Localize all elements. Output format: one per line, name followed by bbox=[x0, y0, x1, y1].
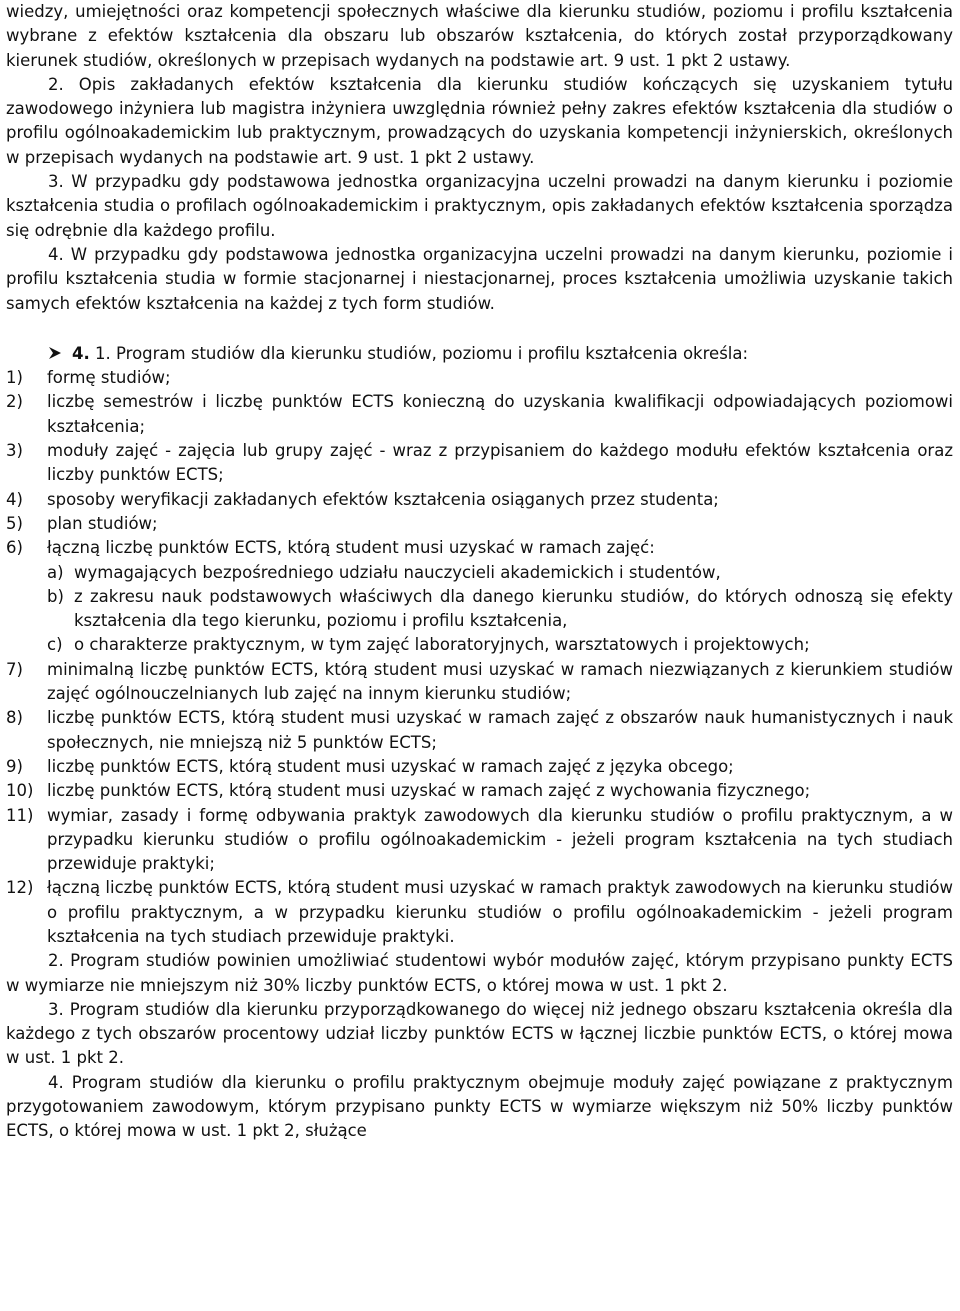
list-item-number: 10) bbox=[6, 781, 34, 801]
program-items-list bbox=[6, 366, 953, 949]
section-heading bbox=[6, 342, 953, 366]
sub-list-item-text: o charakterze praktycznym, w tym zajęć laboratoryjnych, warsztatowych i projektowych; bbox=[74, 635, 810, 655]
list-item-text: wymiar, zasady i formę odbywania praktyk zawodowych dla kierunku studiów o profilu praktycznym, a w przypadku kierunku studiów o profilu ogólnoakademickim - jeżeli program kształcenia na tych studiach przewiduje praktyki; bbox=[47, 805, 953, 874]
list-item-text: łączną liczbę punktów ECTS, którą student musi uzyskać w ramach zajęć: bbox=[47, 538, 655, 558]
list-item-text: plan studiów; bbox=[47, 513, 158, 533]
list-item-number: 1) bbox=[6, 368, 23, 388]
list-item-number: 9) bbox=[6, 756, 23, 776]
sub-list-item bbox=[47, 585, 953, 634]
list-item bbox=[6, 658, 953, 707]
section-intro: 1. Program studiów dla kierunku studiów, poziomu i profilu kształcenia określa: bbox=[95, 343, 749, 363]
list-item-number: 2) bbox=[6, 392, 23, 412]
sub-list-item-text: z zakresu nauk podstawowych właściwych dla danego kierunku studiów, do których odnoszą się efekty kształcenia dla tego kierunku, poziomu i profilu kształcenia, bbox=[74, 586, 953, 631]
list-item-number: 12) bbox=[6, 878, 34, 898]
paragraph-4: 4. W przypadku gdy podstawowa jednostka organizacyjna uczelni prowadzi na danym kierunku, poziomie i profilu kształcenia studia w formie stacjonarnej i niestacjonarnej, proces kształcenia umożliwia uzyskanie takich samych efektów kształcenia na każdej z tych form studiów. bbox=[6, 244, 953, 313]
list-item-text: liczbę punktów ECTS, którą student musi uzyskać w ramach zajęć z obszarów nauk humanistycznych i nauk społecznych, nie mniejszą niż 5 punktów ECTS; bbox=[47, 708, 953, 752]
list-item-text: formę studiów; bbox=[47, 368, 171, 388]
list-item-number: 6) bbox=[6, 538, 23, 558]
list-item-number: 7) bbox=[6, 659, 23, 679]
sub-list-item bbox=[47, 561, 953, 585]
sub-list-item-letter: a) bbox=[47, 562, 64, 582]
list-item bbox=[6, 779, 953, 803]
sub-list-item-letter: c) bbox=[47, 635, 63, 655]
list-item bbox=[6, 804, 953, 877]
list-item bbox=[6, 390, 953, 439]
sub-list bbox=[6, 561, 953, 658]
section-paragraph-2: 2. Program studiów powinien umożliwiać studentowi wybór modułów zajęć, którym przypisano punkty ECTS w wymiarze nie mniejszym niż 30% liczby punktów ECTS, o której mowa w ust. 1 pkt 2. bbox=[6, 951, 953, 995]
list-item bbox=[6, 488, 953, 512]
list-item-text: liczbę punktów ECTS, którą student musi uzyskać w ramach zajęć z języka obcego; bbox=[47, 756, 734, 776]
intro-continuation-paragraph: wiedzy, umiejętności oraz kompetencji społecznych właściwe dla kierunku studiów, poziomu i profilu kształcenia wybrane z efektów kształcenia dla obszaru lub obszarów kształcenia, do których został przyporządkowany kierunek studiów, określonych w przepisach wydanych na podstawie art. 9 ust. 1 pkt 2 ustawy. bbox=[6, 2, 953, 70]
paragraph-2: 2. Opis zakładanych efektów kształcenia dla kierunku studiów kończących się uzyskaniem tytułu zawodowego inżyniera lub magistra inżyniera uwzględnia również pełny zakres efektów kształcenia dla studiów o profilu ogólnoakademickim lub praktycznym, prowadzących do uzyskania kompetencji inżynierskich, określonych w przepisach wydanych na podstawie art. 9 ust. 1 pkt 2 ustawy. bbox=[6, 74, 953, 167]
section-paragraph-4: 4. Program studiów dla kierunku o profilu praktycznym obejmuje moduły zajęć powiązane z praktycznym przygotowaniem zawodowym, którym przypisano punkty ECTS w wymiarze większym niż 50% liczby punktów ECTS, o której mowa w ust. 1 pkt 2, służące bbox=[6, 1072, 953, 1141]
sub-list-item bbox=[47, 633, 953, 657]
list-item bbox=[6, 536, 953, 560]
list-item-number: 4) bbox=[6, 489, 23, 509]
sub-list-item-letter: b) bbox=[47, 586, 64, 606]
list-item-text: sposoby weryfikacji zakładanych efektów kształcenia osiąganych przez studenta; bbox=[47, 489, 719, 509]
list-item-text: minimalną liczbę punktów ECTS, którą student musi uzyskać w ramach niezwiązanych z kierunkiem studiów zajęć ogólnouczelnianych lub zajęć na innym kierunku studiów; bbox=[47, 659, 953, 704]
list-item-number: 11) bbox=[6, 805, 34, 825]
list-item bbox=[6, 512, 953, 536]
list-item-text: łączną liczbę punktów ECTS, którą student musi uzyskać w ramach praktyk zawodowych na kierunku studiów o profilu praktycznym, a w przypadku kierunku studiów o profilu ogólnoakademickim - jeżeli program kształcenia na tych studiach przewiduje praktyki. bbox=[47, 878, 953, 946]
list-item bbox=[6, 755, 953, 779]
paragraph-3: 3. W przypadku gdy podstawowa jednostka organizacyjna uczelni prowadzi na danym kierunku i poziomie kształcenia studia o profilach ogólnoakademickim i praktycznym, opis zakładanych efektów kształcenia sporządza się odrębnie dla każdego profilu. bbox=[6, 172, 953, 240]
list-item-number: 3) bbox=[6, 441, 23, 461]
list-item bbox=[6, 706, 953, 755]
list-item-number: 5) bbox=[6, 513, 23, 533]
list-item-text: liczbę semestrów i liczbę punktów ECTS konieczną do uzyskania kwalifikacji odpowiadających poziomowi kształcenia; bbox=[47, 392, 953, 436]
section-gap bbox=[6, 316, 953, 342]
section-number: 4. bbox=[72, 343, 90, 363]
list-item bbox=[6, 876, 953, 949]
list-item-text: liczbę punktów ECTS, którą student musi uzyskać w ramach zajęć z wychowania fizycznego; bbox=[47, 781, 811, 801]
section-arrow-bullet-icon bbox=[48, 346, 62, 360]
section-paragraph-3: 3. Program studiów dla kierunku przyporządkowanego do więcej niż jednego obszaru kształcenia określa dla każdego z tych obszarów procentowy udział liczby punktów ECTS w łącznej liczbie punktów ECTS, o której mowa w ust. 1 pkt 2. bbox=[6, 999, 953, 1068]
sub-list-item-text: wymagających bezpośredniego udziału nauczycieli akademickich i studentów, bbox=[74, 562, 721, 582]
list-item bbox=[6, 366, 953, 390]
list-item-text: moduły zajęć - zajęcia lub grupy zajęć - wraz z przypisaniem do każdego modułu efektów kształcenia oraz liczby punktów ECTS; bbox=[47, 441, 953, 485]
list-item bbox=[6, 439, 953, 488]
list-item-number: 8) bbox=[6, 708, 23, 728]
